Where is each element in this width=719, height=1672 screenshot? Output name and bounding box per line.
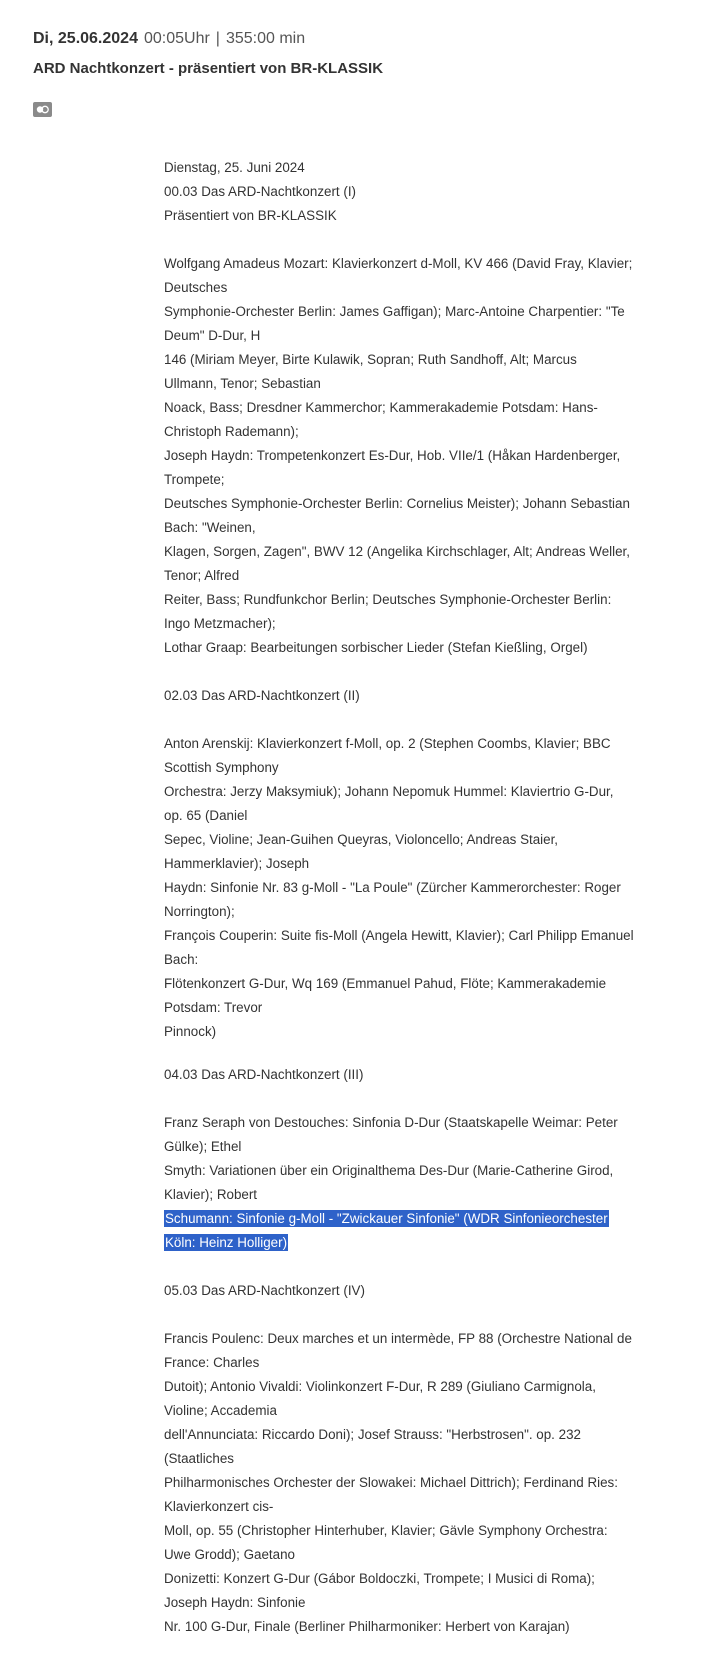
program-line: Gülke); Ethel [164, 1139, 242, 1154]
section-heading-2: 02.03 Das ARD-Nachtkonzert (II) [164, 688, 360, 703]
spacer [164, 708, 664, 732]
program-line: Joseph Haydn: Trompetenkonzert Es-Dur, Hob. VIIe/1 (Håkan Hardenberger, [164, 448, 621, 463]
program-line: François Couperin: Suite fis-Moll (Angela Hewitt, Klavier); Carl Philipp Emanuel [164, 928, 634, 943]
program-line: Klavierkonzert cis- [164, 1499, 274, 1514]
program-line: Bach: "Weinen, [164, 520, 256, 535]
program-line: Wolfgang Amadeus Mozart: Klavierkonzert d-Moll, KV 466 (David Fray, Klavier; [164, 256, 633, 271]
program-line: Nr. 100 G-Dur, Finale (Berliner Philharmoniker: Herbert von Karajan) [164, 1619, 570, 1634]
program-line: Scottish Symphony [164, 760, 279, 775]
program-line: Dutoit); Antonio Vivaldi: Violinkonzert F-Dur, R 289 (Giuliano Carmignola, [164, 1379, 596, 1394]
program-line: Anton Arenskij: Klavierkonzert f-Moll, op. 2 (Stephen Coombs, Klavier; BBC [164, 736, 611, 751]
broadcast-date: Di, 25.06.2024 [33, 30, 138, 47]
program-line: Donizetti: Konzert G-Dur (Gábor Boldoczki, Trompete; I Musici di Roma); [164, 1571, 595, 1586]
program-line: Norrington); [164, 904, 235, 919]
program-line: Philharmonisches Orchester der Slowakei: Michael Dittrich); Ferdinand Ries: [164, 1475, 618, 1490]
program-line: Flötenkonzert G-Dur, Wq 169 (Emmanuel Pahud, Flöte; Kammerakademie [164, 976, 607, 991]
program-line: 146 (Miriam Meyer, Birte Kulawik, Sopran; Ruth Sandhoff, Alt; Marcus [164, 352, 577, 367]
spacer [164, 228, 664, 252]
program-line: Deum" D-Dur, H [164, 328, 261, 343]
program-line: Haydn: Sinfonie Nr. 83 g-Moll - "La Poule" (Zürcher Kammerorchester: Roger [164, 880, 621, 895]
audio-description-icon [33, 102, 52, 117]
program-line: Deutsches Symphonie-Orchester Berlin: Cornelius Meister); Johann Sebastian [164, 496, 630, 511]
program-line: Noack, Bass; Dresdner Kammerchor; Kammerakademie Potsdam: Hans- [164, 400, 598, 415]
selected-text: Köln: Heinz Holliger) [165, 1235, 288, 1250]
program-line: Francis Poulenc: Deux marches et un intermède, FP 88 (Orchestre National de [164, 1331, 632, 1346]
spacer [164, 1303, 664, 1327]
program-line: Sepec, Violine; Jean-Guihen Queyras, Violoncello; Andreas Staier, [164, 832, 559, 847]
program-line: Potsdam: Trevor [164, 1000, 263, 1015]
broadcast-duration: 355:00 min [225, 30, 306, 47]
program-line: Hammerklavier); Joseph [164, 856, 310, 871]
program-line: Violine; Accademia [164, 1403, 277, 1418]
spacer [164, 660, 664, 684]
program-line: Uwe Grodd); Gaetano [164, 1547, 295, 1562]
program-line: Klagen, Sorgen, Zagen", BWV 12 (Angelika Kirchschlager, Alt; Andreas Weller, [164, 544, 630, 559]
program-line: Ingo Metzmacher); [164, 616, 276, 631]
selected-text: Schumann: Sinfonie g-Moll - "Zwickauer Sinfonie" (WDR Sinfonieorchester [165, 1211, 608, 1226]
broadcast-time: 00:05Uhr [143, 30, 210, 47]
program-line: 00.03 Das ARD-Nachtkonzert (I) [164, 184, 357, 199]
program-line: Bach: [164, 952, 199, 967]
separator: | [215, 30, 220, 47]
broadcast-header [33, 26, 383, 79]
program-line: Klavier); Robert [164, 1187, 258, 1202]
program-line: Franz Seraph von Destouches: Sinfonia D-Dur (Staatskapelle Weimar: Peter [164, 1115, 618, 1130]
broadcast-date-line [33, 26, 383, 52]
program-line: Reiter, Bass; Rundfunkchor Berlin; Deutsches Symphonie-Orchester Berlin: [164, 592, 612, 607]
program-line [164, 1207, 664, 1231]
program-line: (Staatliches [164, 1451, 234, 1466]
program-line: Tenor; Alfred [164, 568, 240, 583]
program-line: Symphonie-Orchester Berlin: James Gaffigan); Marc-Antoine Charpentier: "Te [164, 304, 625, 319]
program-line: Ullmann, Tenor; Sebastian [164, 376, 321, 391]
program-line: Lothar Graap: Bearbeitungen sorbischer Lieder (Stefan Kießling, Orgel) [164, 640, 588, 655]
section-heading-3: 04.03 Das ARD-Nachtkonzert (III) [164, 1067, 364, 1082]
broadcast-title: ARD Nachtkonzert - präsentiert von BR-KLASSIK [33, 60, 384, 77]
spacer [164, 1087, 664, 1111]
section-heading-4: 05.03 Das ARD-Nachtkonzert (IV) [164, 1283, 365, 1298]
program-line: Deutsches [164, 280, 228, 295]
program-line: Christoph Rademann); [164, 424, 299, 439]
program-line: dell'Annunciata: Riccardo Doni); Josef Strauss: "Herbstrosen". op. 232 [164, 1427, 581, 1442]
program-line: Moll, op. 55 (Christopher Hinterhuber, Klavier; Gävle Symphony Orchestra: [164, 1523, 608, 1538]
program-line: Pinnock) [164, 1024, 217, 1039]
program-line [164, 1231, 664, 1255]
program-line: France: Charles [164, 1355, 260, 1370]
program-line: Präsentiert von BR-KLASSIK [164, 208, 337, 223]
program-line: Trompete; [164, 472, 225, 487]
program-line: Dienstag, 25. Juni 2024 [164, 160, 305, 175]
program-line: Joseph Haydn: Sinfonie [164, 1595, 306, 1610]
program-line: Orchestra: Jerzy Maksymiuk); Johann Nepomuk Hummel: Klaviertrio G-Dur, [164, 784, 614, 799]
spacer [164, 1255, 664, 1279]
program-line: op. 65 (Daniel [164, 808, 248, 823]
program-line: Smyth: Variationen über ein Originalthema Des-Dur (Marie-Catherine Girod, [164, 1163, 614, 1178]
program-description [164, 156, 664, 1639]
spacer [164, 1044, 664, 1063]
